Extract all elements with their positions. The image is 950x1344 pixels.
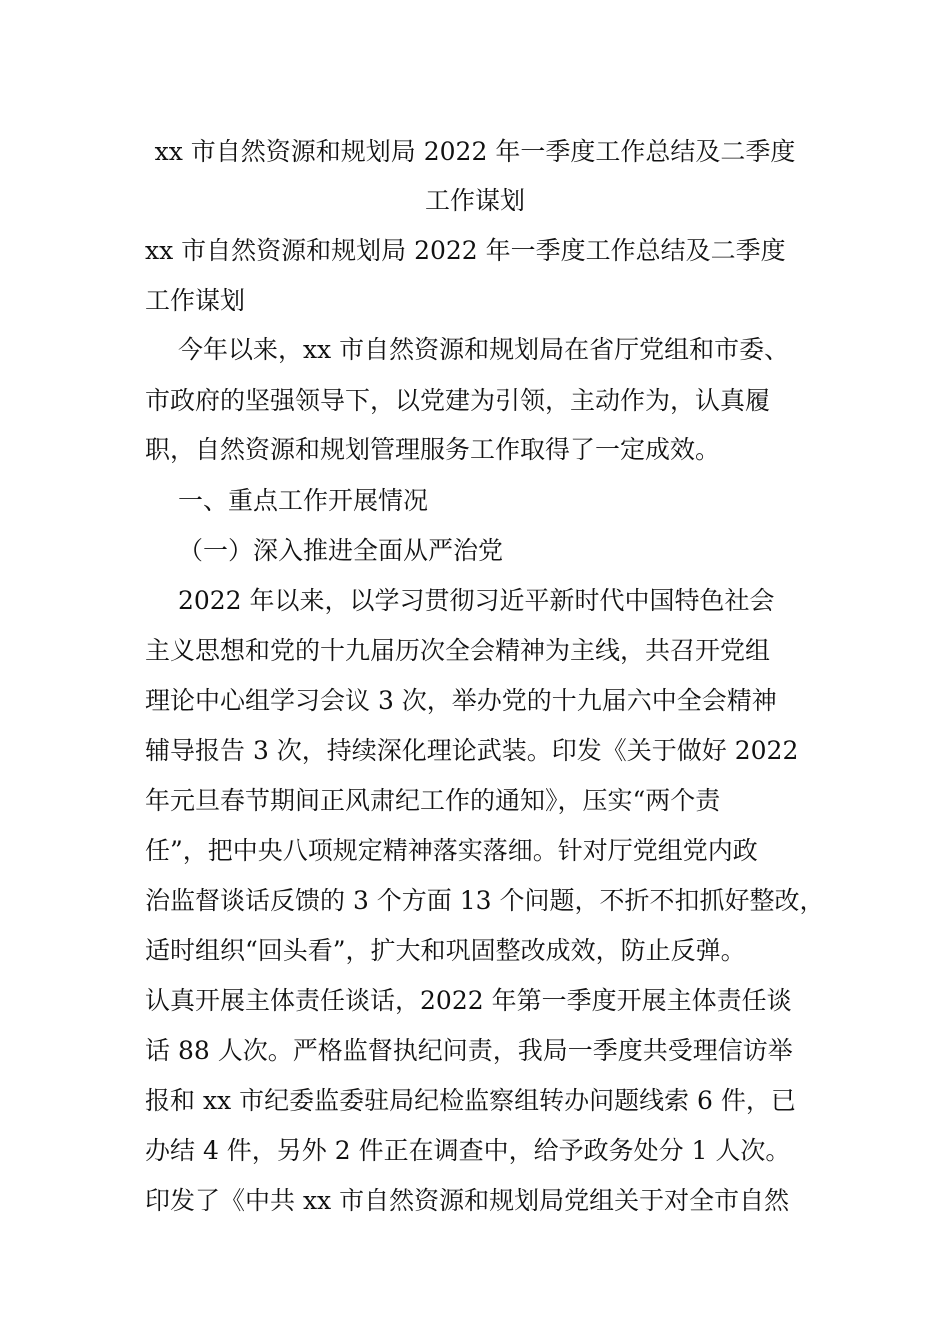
body-line: 治监督谈话反馈的 3 个方面 13 个问题，不折不扣抓好整改， [145,886,825,915]
body-line: 适时组织“回头看”，扩大和巩固整改成效，防止反弹。 [145,936,746,965]
subsection-heading: （一）深入推进全面从严治党 [145,536,503,565]
body-line: 话 88 人次。严格监督执纪问责，我局一季度共受理信访举 [145,1036,793,1065]
section-heading: 一、重点工作开展情况 [145,486,428,515]
body-line: 职，自然资源和规划管理服务工作取得了一定成效。 [145,435,721,464]
body-line: 报和 xx 市纪委监委驻局纪检监察组转办问题线索 6 件，已 [145,1086,796,1115]
body-line: 2022 年以来，以学习贯彻习近平新时代中国特色社会 [145,586,775,615]
document-title-line-1: xx 市自然资源和规划局 2022 年一季度工作总结及二季度 [154,137,796,166]
body-line: 市政府的坚强领导下，以党建为引领，主动作为，认真履 [145,386,771,415]
body-line: xx 市自然资源和规划局 2022 年一季度工作总结及二季度 [145,236,786,265]
body-line: 任”，把中央八项规定精神落实落细。针对厅党组党内政 [145,836,758,865]
document-title-line-2: 工作谋划 [424,186,525,215]
body-line: 年元旦春节期间正风肃纪工作的通知》，压实“两个责 [145,786,721,815]
body-line: 办结 4 件，另外 2 件正在调查中，给予政务处分 1 人次。 [145,1136,791,1165]
body-line: 辅导报告 3 次，持续深化理论武装。印发《关于做好 2022 [145,736,799,765]
body-line: 工作谋划 [145,286,246,315]
body-line: 理论中心组学习会议 3 次，举办党的十九届六中全会精神 [145,686,777,715]
body-line: 今年以来，xx 市自然资源和规划局在省厅党组和市委、 [145,335,790,364]
body-line: 印发了《中共 xx 市自然资源和规划局党组关于对全市自然 [145,1186,790,1215]
body-line: 主义思想和党的十九届历次全会精神为主线，共召开党组 [145,636,771,665]
body-line: 认真开展主体责任谈话，2022 年第一季度开展主体责任谈 [145,986,792,1015]
